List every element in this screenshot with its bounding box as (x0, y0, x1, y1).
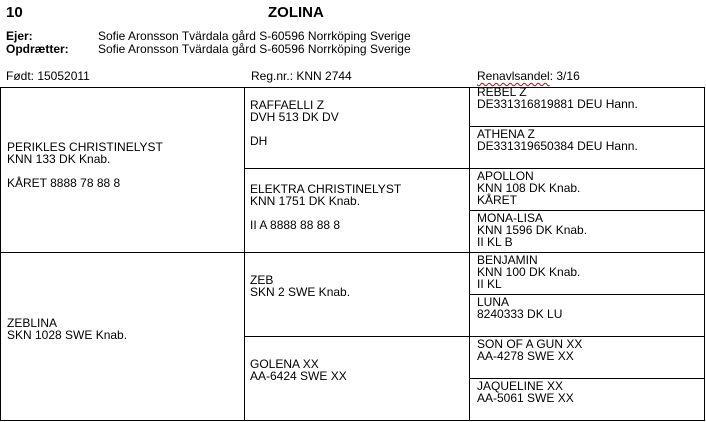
pedigree-table (0, 87, 706, 421)
owner-label: Ejer: (6, 29, 33, 43)
ss-dam-reg: DE331319650384 DEU Hann. (477, 139, 638, 153)
breeder-value: Sofie Aronsson Tvärdala gård S-60596 Norrköping Sverige (98, 42, 411, 56)
breeding-share (477, 70, 580, 83)
ss-sire-cell (477, 86, 638, 110)
dd-sire-reg: AA-4278 SWE XX (477, 349, 574, 363)
ss-dam-cell (477, 128, 638, 152)
sire-sire-status: DH (250, 134, 268, 148)
dd-sire-cell (477, 338, 582, 362)
sire-sire-reg: DVH 513 DK DV (250, 110, 339, 124)
ds-dam-name: LUNA (477, 295, 510, 309)
dam-name: ZEBLINA (7, 316, 58, 330)
dam-sire-name: ZEB (250, 273, 274, 287)
sire-dam-status: II A 8888 88 88 8 (250, 218, 341, 232)
dd-dam-cell (477, 380, 574, 404)
horse-name: ZOLINA (268, 4, 324, 21)
dd-dam-reg: AA-5061 SWE XX (477, 391, 574, 405)
sd-dam-reg: KNN 1596 DK Knab. (477, 223, 588, 237)
dd-sire-name: SON OF A GUN XX (477, 337, 583, 351)
dam-dam-cell (250, 358, 347, 382)
dam-dam-name: GOLENA XX (250, 357, 319, 371)
horse-number: 10 (6, 4, 23, 21)
sire-cell (7, 141, 163, 189)
ds-sire-cell (477, 254, 580, 290)
dd-dam-name: JAQUELINE XX (477, 379, 564, 393)
sd-dam-name: MONA-LISA (477, 211, 544, 225)
ss-sire-name: REBEL Z (477, 85, 527, 99)
breeder-label: Opdrætter: (6, 42, 69, 56)
dam-cell (7, 317, 127, 341)
sire-sire-name: RAFFAELLI Z (250, 98, 325, 112)
ss-dam-name: ATHENA Z (477, 127, 535, 141)
sire-sire-cell (250, 99, 339, 147)
dam-sire-reg: SKN 2 SWE Knab. (250, 285, 351, 299)
owner-value: Sofie Aronsson Tvärdala gård S-60596 Norrköping Sverige (98, 29, 411, 43)
sd-dam-status: II KL B (477, 235, 513, 249)
sire-reg: KNN 133 DK Knab. (7, 152, 111, 166)
dam-sire-cell (250, 274, 350, 298)
sire-dam-cell (250, 183, 401, 231)
sd-sire-name: APOLLON (477, 169, 534, 183)
ds-sire-status: II KL (477, 277, 502, 291)
ds-sire-reg: KNN 100 DK Knab. (477, 265, 581, 279)
breeding-share-value: : 3/16 (549, 69, 580, 83)
sd-sire-cell (477, 170, 580, 206)
sire-status: KÅRET 8888 78 88 8 (7, 176, 121, 190)
ds-sire-name: BENJAMIN (477, 253, 538, 267)
birth-date: Født: 15052011 (6, 69, 90, 83)
sire-dam-reg: KNN 1751 DK Knab. (250, 194, 361, 208)
dam-dam-reg: AA-6424 SWE XX (250, 369, 347, 383)
sire-dam-name: ELEKTRA CHRISTINELYST (250, 182, 402, 196)
breeding-share-label: Renavlsandel (477, 69, 550, 83)
registration-number: Reg.nr.: KNN 2744 (251, 69, 352, 83)
ds-dam-reg: 8240333 DK LU (477, 307, 563, 321)
ss-sire-reg: DE331316819881 DEU Hann. (477, 97, 638, 111)
sd-sire-status: KÅRET (477, 193, 518, 207)
sire-name: PERIKLES CHRISTINELYST (7, 140, 163, 154)
dam-reg: SKN 1028 SWE Knab. (7, 328, 128, 342)
ds-dam-cell (477, 296, 562, 320)
sd-sire-reg: KNN 108 DK Knab. (477, 181, 581, 195)
sd-dam-cell (477, 212, 587, 248)
